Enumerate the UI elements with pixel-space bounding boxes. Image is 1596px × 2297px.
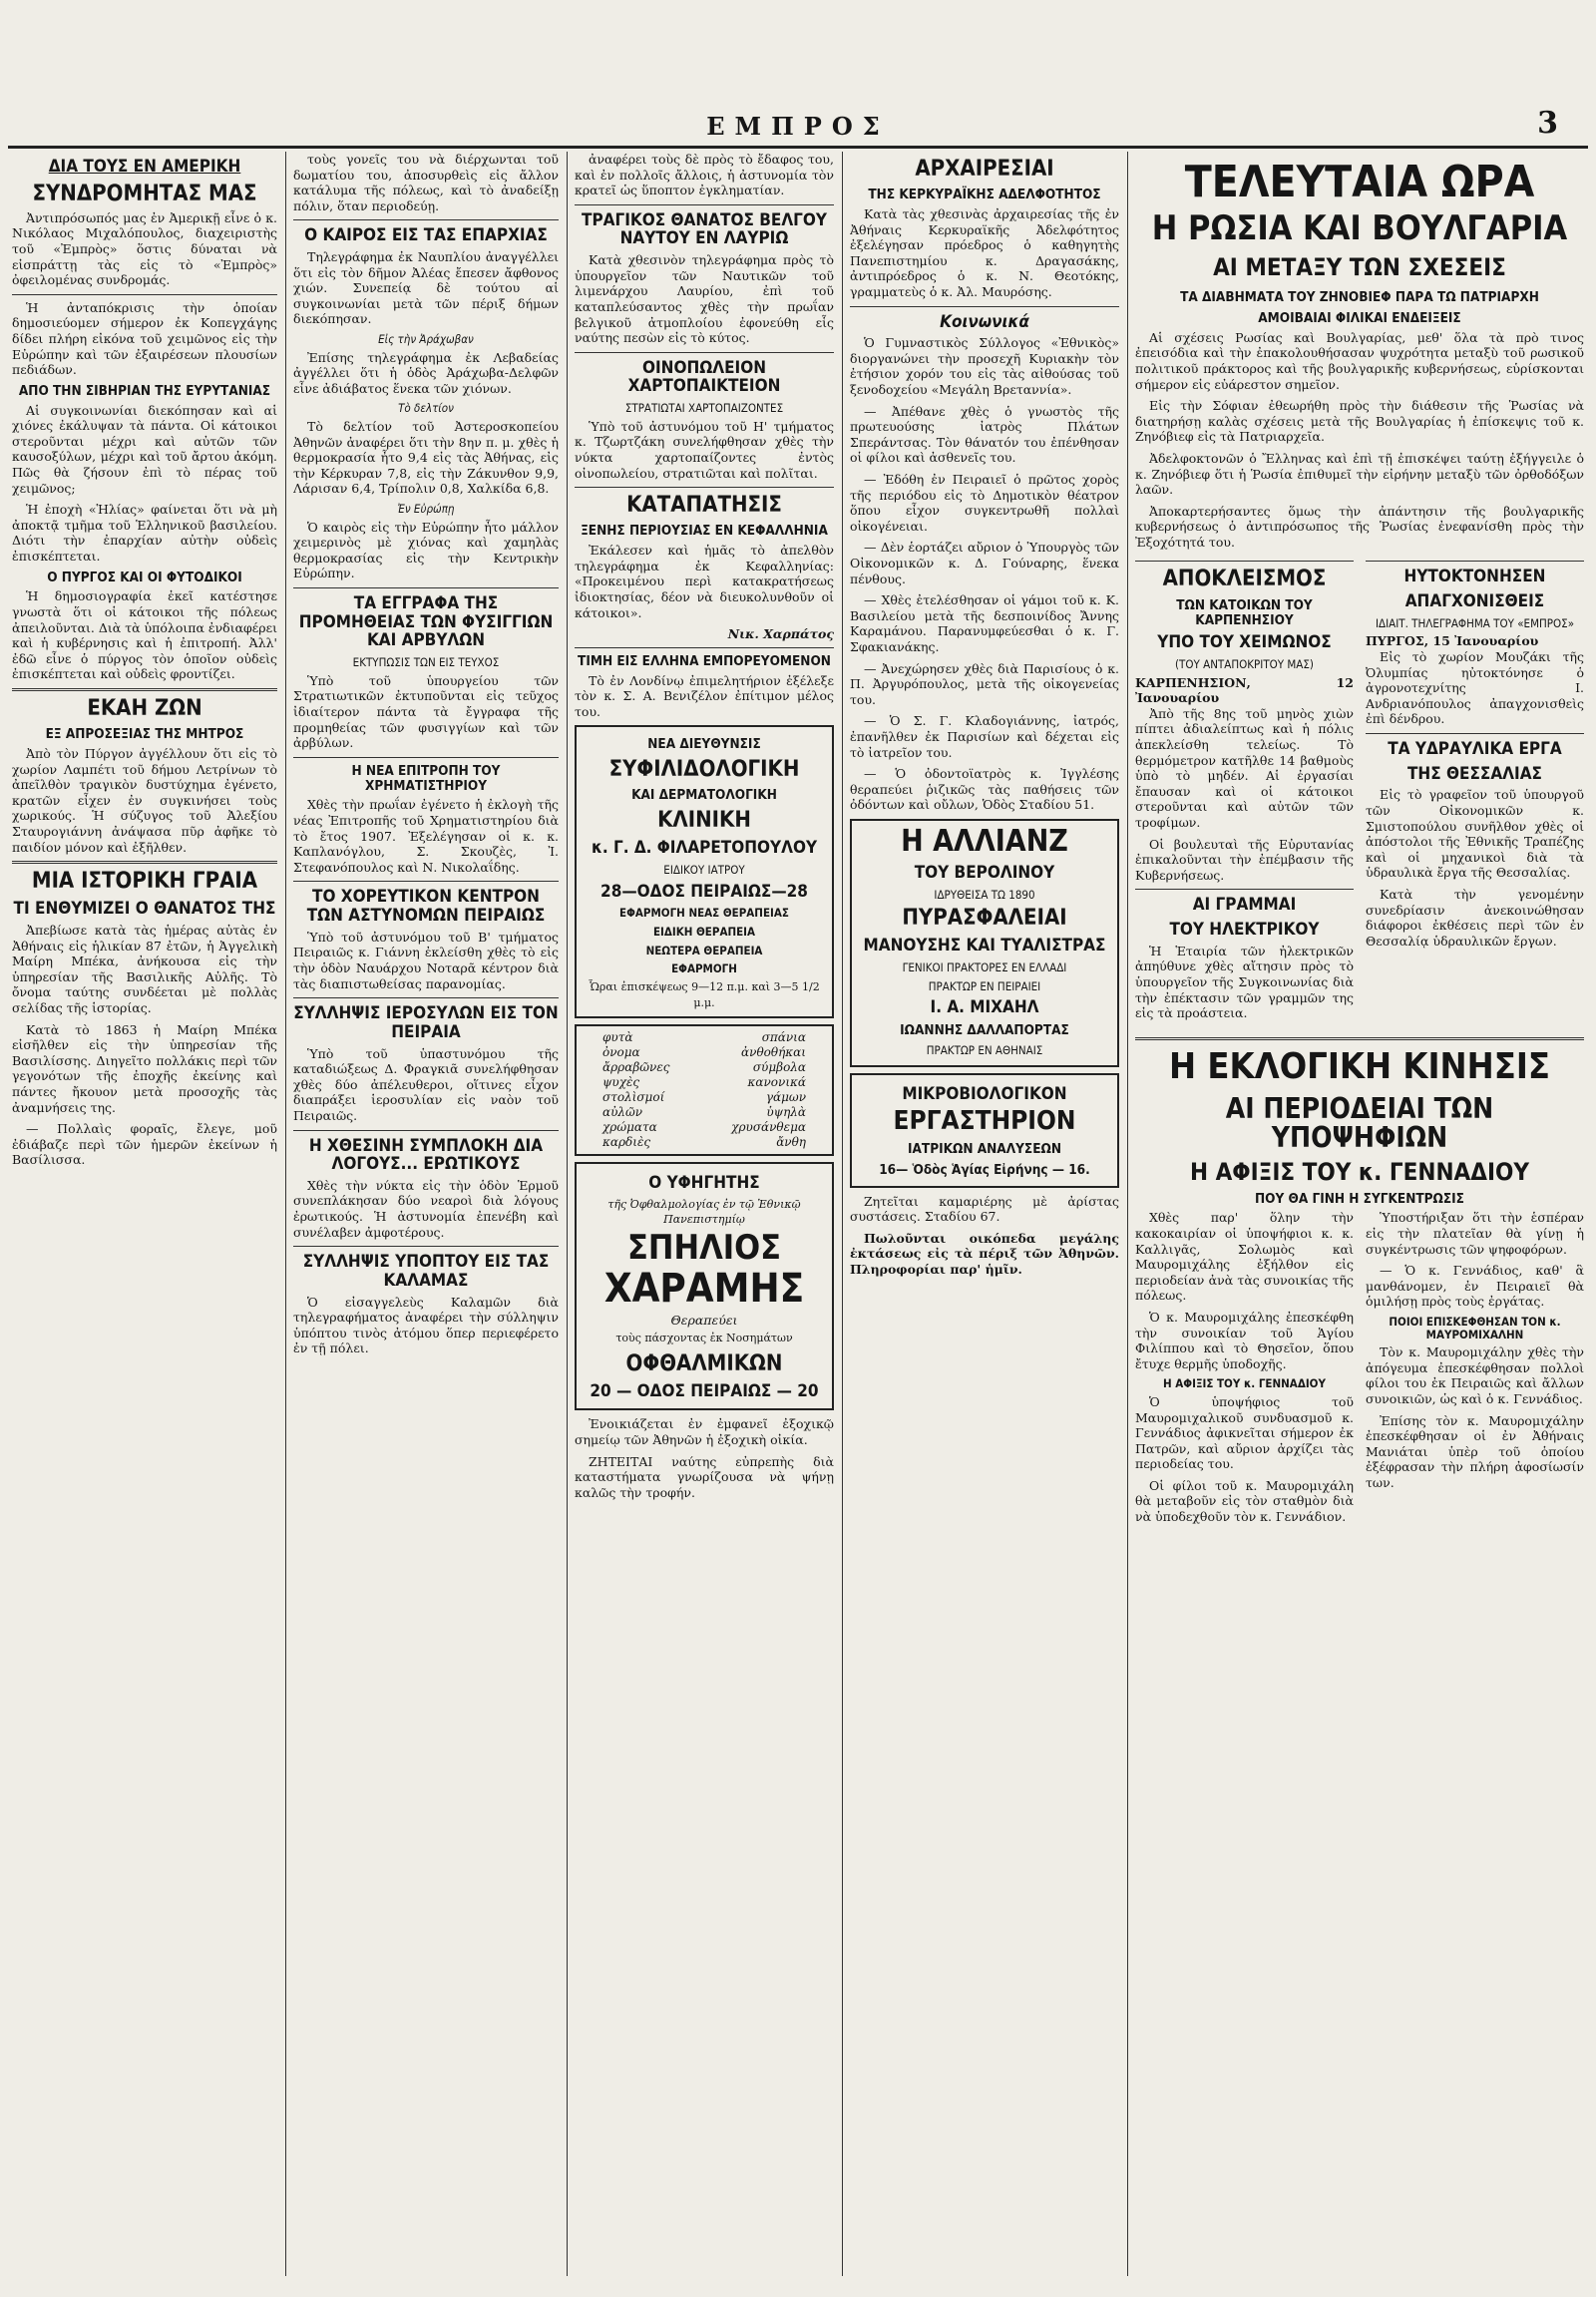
article-subheading: ΕΞ ΑΠΡΟΣΕΞΙΑΣ ΤΗΣ ΜΗΤΡΟΣ — [45, 726, 244, 743]
ad-pair-word: ὀνομα — [602, 1045, 640, 1060]
article-paragraph: Ὑπὸ τοῦ ὑπουργείου τῶν Στρατιωτικῶν ἐκτυποῦνται εἰς τεῦχος ἰδιαίτερον πάντα τὰ ἔγγραφα τῆς προμηθείας τῶν φυσιγγίων καὶ τῶν ἀρβύλων. — [293, 672, 559, 751]
ad-line: ΟΦΘΑΛΜΙΚΩΝ — [625, 1350, 783, 1376]
ad-line: Η ΑΛΛΙΑΝΖ — [901, 823, 1068, 859]
ad-line: κ. Γ. Δ. ΦΙΛΑΡΕΤΟΠΟΥΛΟΥ — [591, 838, 818, 859]
divider — [293, 1130, 559, 1131]
article-paragraph: Ἀντιπρόσωπός μας ἐν Ἀμερικῇ εἶνε ὁ κ. Νικόλαος Μιχαλόπουλος, διαχειριστὴς τοῦ «Ἐμπρὸς» ὅστις δύναται νὰ εἰσπράττῃ τὰς εἰς τὸ «Ἐμπρὸς» ὀφειλομένας συνδρομάς. — [12, 209, 277, 288]
masthead — [8, 108, 1588, 149]
ad-pair-word: κανονικά — [747, 1075, 806, 1090]
column-rule — [842, 152, 843, 2276]
headline: Η ΑΦΙΞΙΣ ΤΟΥ κ. ΓΕΝΝΑΔΙΟΥ — [1190, 1158, 1529, 1187]
article-subheading: Η ΑΦΙΞΙΣ ΤΟΥ κ. ΓΕΝΝΑΔΙΟΥ — [1163, 1376, 1326, 1391]
article-subheading: ΞΕΝΗΣ ΠΕΡΙΟΥΣΙΑΣ ΕΝ ΚΕΦΑΛΛΗΝΙΑ — [581, 523, 828, 540]
article-paragraph: Οἱ φίλοι τοῦ κ. Μαυρομιχάλη θὰ μεταβοῦν εἰς τὸν σταθμὸν διὰ νὰ ὑποδεχθοῦν τὸν κ. Γεννάδιον. — [1135, 1477, 1354, 1525]
ad-line: 16— Ὁδὸς Ἁγίας Εἰρήνης — 16. — [879, 1161, 1090, 1178]
advertisement-flowers — [575, 1024, 834, 1156]
article-subheading: Ἐν Εὐρώπῃ — [397, 502, 455, 517]
article-heading: ΣΥΛΛΗΨΙΣ ΙΕΡΟΣΥΛΩΝ ΕΙΣ ΤΟΝ ΠΕΙΡΑΙΑ — [293, 1003, 559, 1042]
article-paragraph: Κατὰ τὴν γενομένην συνεδρίασιν ἀνεκοινώθησαν διάφοροι ἐκθέσεις περὶ τῶν ἐν Θεσσαλίᾳ ὑδραυλικῶν ἔργων. — [1366, 886, 1584, 949]
ad-line: 20 — ΟΔΟΣ ΠΕΙΡΑΙΩΣ — 20 — [590, 1380, 819, 1401]
ad-pair-word: γάμων — [765, 1090, 806, 1105]
article-paragraph: Ἀπὸ τὸν Πύργον ἀγγέλλουν ὅτι εἰς τὸ χωρίον Λαμπέτι τοῦ δήμου Λετρίνων τὸ ἀπεῖλθὸν τραγικὸν δυστύχημα ἐγένετο, κρατῶν εἶχεν ἐν συγκινήσει τοὺς χωρικούς. Ἡ σύζυγος τοῦ Ἀλεξίου Σταυρογιάννη ἀνάψασα πῦρ ἀφῆκε τὸ παιδίον μόνον καὶ ἐξῆλθεν. — [12, 746, 277, 855]
article-paragraph: Ἐπίσης τηλεγράφημα ἐκ Λεβαδείας ἀγγέλλει ὅτι ἡ ὁδὸς Ἀράχωβα-Δελφῶν εἶνε ἀδιάβατος ἕνεκα τῶν χιόνων. — [293, 349, 559, 396]
article-subheading: Εἰς τὴν Ἀράχωβαν — [378, 332, 474, 347]
article-paragraph: Ἐπίσης τὸν κ. Μαυρομιχάλην ἐπεσκέφθησαν οἱ ἐν Ἀθήναις Μανιάται ὑπὲρ τοῦ ὁποίου ἐξέφρασαν τὴν πλήρη ἀφοσίωσίν των. — [1366, 1412, 1584, 1490]
divider — [12, 861, 277, 864]
article-paragraph: Τὸν κ. Μαυρομιχάλην χθὲς τὴν ἀπόγευμα ἐπεσκέφθησαν πολλοὶ φίλοι του ἐκ Πειραιῶς καὶ ἄλλων συνοικιῶν, ὡς καὶ ὁ κ. Γεννάδιος. — [1366, 1344, 1584, 1406]
advertisement-laboratory — [850, 1073, 1119, 1188]
divider — [575, 647, 834, 648]
ad-line: τοὺς πάσχοντας ἐκ Νοσημάτων — [615, 1332, 793, 1345]
divider — [293, 997, 559, 998]
ad-line: 28—ΟΔΟΣ ΠΕΙΡΑΙΩΣ—28 — [600, 881, 808, 902]
article-heading: Ο ΚΑΙΡΟΣ ΕΙΣ ΤΑΣ ΕΠΑΡΧΙΑΣ — [304, 225, 548, 246]
article-paragraph: Τὸ ἐν Λονδίνῳ ἐπιμελητήριον ἐξέλεξε τὸν κ. Σ. Α. Βενιζέλον ἐπίτιμον μέλος του. — [575, 672, 834, 719]
ad-line: ΓΕΝΙΚΟΙ ΠΡΑΚΤΟΡΕΣ ΕΝ ΕΛΛΑΔΙ — [902, 960, 1067, 975]
article-paragraph: Ὑπὸ τοῦ ἀστυνόμου τοῦ Β' τμήματος Πειραιῶς κ. Γιάννη ἐκλείσθη χθὲς τὸ εἰς τὴν ὁδὸν Ναυάρχου Νοταρᾶ κέντρον διὰ τὰς διαπιστωθείσας παρανομίας. — [293, 929, 559, 991]
article-paragraph: Ἀπὸ τῆς 8ης τοῦ μηνὸς χιὼν πίπτει ἀδιαλείπτως καὶ ἡ πόλις ἀπεκλείσθη τελείως. Τὸ θερμόμετρον κατῆλθε 14 βαθμοὺς ὑπὸ τὸ μηδέν. Αἱ ἐργασίαι ἔπαυσαν καὶ οἱ κάτοικοι στεροῦνται καὶ αὐτῶν τῶν τροφίμων. — [1135, 705, 1354, 831]
advertisement-allianz — [850, 819, 1119, 1067]
divider — [575, 352, 834, 353]
ad-pair-row — [583, 1120, 826, 1135]
divider — [1366, 561, 1584, 562]
divider — [12, 294, 277, 295]
article-heading: ΤΑ ΕΓΓΡΑΦΑ ΤΗΣ ΠΡΟΜΗΘΕΙΑΣ ΤΩΝ ΦΥΣΙΓΓΙΩΝ ΚΑΙ ΑΡΒΥΛΩΝ — [298, 593, 554, 651]
article-paragraph: Εἰς τὸ χωρίον Μουζάκι τῆς Ὀλυμπίας ηὐτοκτόνησε ὁ ἀγρονοτεχνίτης Ι. Ανδριανόπουλος ἀπαγχονισθεὶς ἐπὶ δένδρου. — [1366, 649, 1584, 727]
ad-pair-row — [583, 1045, 826, 1060]
article-subheading: ΙΔΙΑΙΤ. ΤΗΛΕΓΡΑΦΗΜΑ ΤΟΥ «ΕΜΠΡΟΣ» — [1375, 615, 1575, 630]
ad-line: ΕΡΓΑΣΤΗΡΙΟΝ — [893, 1106, 1076, 1137]
article-heading: ΤΟ ΧΟΡΕΥΤΙΚΟΝ ΚΕΝΤΡΟΝ ΤΩΝ ΑΣΤΥΝΟΜΩΝ ΠΕΙΡΑΙΩΣ — [306, 887, 546, 927]
ad-line: ΠΡΑΚΤΩΡ ΕΝ ΑΘΗΝΑΙΣ — [926, 1042, 1043, 1057]
article-heading: Η ΝΕΑ ΕΠΙΤΡΟΠΗ ΤΟΥ ΧΡΗΜΑΤΙΣΤΗΡΙΟΥ — [351, 762, 501, 794]
article-paragraph: Ὁ ὑποψήφιος τοῦ Μαυρομιχαλικοῦ συνδυασμοῦ κ. Γεννάδιος ἀφικνεῖται σήμερον ἐκ Πατρῶν, καὶ αὔριον ἀρχίζει τὰς περιοδείας του. — [1135, 1393, 1354, 1472]
ad-pair-row — [583, 1135, 826, 1150]
article-paragraph: Τηλεγράφημα ἐκ Ναυπλίου ἀναγγέλλει ὅτι εἰς τὸν δῆμον Ἀλέας ἔπεσεν ἄφθονος χιών. Συνεπείᾳ δὲ τούτου αἱ συγκοινωνίαι μετὰ τῶν πέριξ δήμων διεκόπησαν. — [293, 249, 559, 327]
article-subheading: ΤΙ ΕΝΘΥΜΙΖΕΙ Ο ΘΑΝΑΤΟΣ ΤΗΣ — [13, 899, 276, 920]
ad-pair-word: φυτὰ — [602, 1030, 633, 1045]
ad-line: τῆς Ὀφθαλμολογίας ἐν τῷ Ἐθνικῷ Πανεπιστημίῳ — [607, 1197, 801, 1227]
ad-pair-word: ἄνθη — [776, 1135, 806, 1150]
article-paragraph: Ἡ ἀνταπόκρισις τὴν ὁποίαν δημοσιεύομεν σήμερον ἐκ Κοπεγχάγης δίδει πλήρη εἰκόνα τοῦ χειμῶνος εἰς τὴν Εὐρώπην καὶ τῶν ἐξαιρέσεων πλουσίων πεδιάδων. — [12, 299, 277, 378]
ad-pair-word: ἄρραβῶνες — [602, 1060, 670, 1075]
article-paragraph: Χθὲς τὴν πρωΐαν ἐγένετο ἡ ἐκλογὴ τῆς νέας Ἐπιτροπῆς τοῦ Χρηματιστηρίου διὰ τὸ ἔτος 1907. Ἐξελέγησαν οἱ κ. κ. Καπλανόγλου, Σ. Σκουζὲς, Ἰ. Στεφανόπουλος καὶ Ν. Νικολαΐδης. — [293, 797, 559, 875]
article-paragraph: Ἡ δημοσιογραφία ἐκεῖ κατέστησε γνωστὰ ὅτι οἱ κάτοικοι τῆς πόλεως ἀπειλοῦνται. Διὰ τὰ ὑπόλοιπα ἐνδιαφέρει καὶ ἡ κυβέρνησις καὶ ἡ ἐπιτροπή. Ἀλλ' ἐδῶ εἶνε ὁ πύργος τὸν ὁποῖον οὐδεὶς ἐπισκέπτεται καὶ οὐδεὶς φροντίζει. — [12, 588, 277, 682]
divider — [575, 487, 834, 488]
ad-pair-row — [583, 1075, 826, 1090]
sub-column-left — [1135, 556, 1354, 1026]
headline: Η ΡΩΣΙΑ ΚΑΙ ΒΟΥΛΓΑΡΙΑ — [1151, 208, 1568, 249]
article-heading: ΜΙΑ ΙΣΤΟΡΙΚΗ ΓΡΑΙΑ — [31, 869, 258, 895]
article-paragraph: Κατὰ τὰς χθεσινὰς ἀρχαιρεσίας τῆς ἐν Ἀθήναις Κερκυραϊκῆς Ἀδελφότητος ἐξελέγησαν πρόεδρος ὁ καθηγητὴς Πανεπιστημίου κ. Δραγασάκης, ἀντιπρόεδρος ὁ κ. Ν. Θεοτόκης, γραμματεὺς ὁ κ. Ἀλ. Μαυρόσης. — [850, 206, 1119, 299]
ad-line: ΣΥΦΙΛΙΔΟΛΟΓΙΚΗ — [608, 757, 800, 783]
article-paragraph: Κατὰ τὸ 1863 ἡ Μαίρη Μπέκα εἰσῆλθεν εἰς τὴν ὑπηρεσίαν τῆς Βασιλίσσης. Διηγεῖτο πολλάκις περὶ τῶν γεγονότων τῆς ἐποχῆς ἐκείνης καὶ πάντες ἤκουον μετὰ προσοχῆς τὰς ἀναμνήσεις της. — [12, 1021, 277, 1115]
article-paragraph: Κατὰ χθεσινὸν τηλεγράφημα πρὸς τὸ ὑπουργεῖον τῶν Ναυτικῶν τοῦ λιμενάρχου Λαυρίου, ἐπὶ τοῦ καταπλεύσαντος χθὲς τὴν πρωΐαν βελγικοῦ ἀτμοπλοίου ἐφονεύθη εἷς ναύτης πεσὼν εἰς τὸ κύτος. — [575, 252, 834, 346]
article-paragraph: Εἰς τὸ γραφεῖον τοῦ ὑπουργοῦ τῶν Οἰκονομικῶν κ. Σμιστοπούλου συνῆλθον χθὲς οἱ ἀπόστολοι τῆς Ἐθνικῆς Τραπέζης καὶ οἱ μηχανικοὶ διὰ τὰ ὑδραυλικὰ ἔργα τῆς Θεσσαλίας. — [1366, 787, 1584, 881]
newspaper-page — [8, 0, 1588, 2297]
divider — [575, 204, 834, 205]
ad-line: ΙΩΑΝΝΗΣ ΔΑΛΛΑΠΟΡΤΑΣ — [900, 1022, 1069, 1039]
divider — [1135, 561, 1354, 562]
column-rule — [285, 152, 286, 2276]
article-heading: Η ΧΘΕΣΙΝΗ ΣΥΜΠΛΟΚΗ ΔΙΑ ΛΟΓΟΥΣ... ΕΡΩΤΙΚΟΥΣ — [308, 1135, 544, 1175]
article-paragraph: Χθὲς τὴν νύκτα εἰς τὴν ὁδὸν Ἑρμοῦ συνεπλάκησαν δύο νεαροὶ διὰ λόγους ἐρωτικούς. Ἡ ἀστυνομία ἐπενέβη καὶ συνέλαβεν ἀμφοτέρους. — [293, 1177, 559, 1240]
article-heading: ΔΙΑ ΤΟΥΣ ΕΝ ΑΜΕΡΙΚΗ — [48, 157, 241, 177]
column-1 — [12, 152, 277, 2276]
article-heading: ΤΑ ΥΔΡΑΥΛΙΚΑ ΕΡΓΑ — [1388, 739, 1562, 760]
article-subheading: ΥΠΟ ΤΟΥ ΧΕΙΜΩΝΟΣ — [1157, 632, 1332, 653]
ad-line: ΝΕΩΤΕΡΑ ΘΕΡΑΠΕΙΑ — [645, 943, 763, 957]
headline-last-hour: ΤΕΛΕΥΤΑΙΑ ΩΡΑ — [1184, 157, 1535, 207]
divider — [293, 219, 559, 220]
article-paragraph: — Ἀνεχώρησεν χθὲς διὰ Παρισίους ὁ κ. Π. Ἀργυρόπουλος, μετὰ τῆς οἰκογενείας του. — [850, 660, 1119, 707]
article-paragraph: — Ἐδόθη ἐν Πειραιεῖ ὁ πρῶτος χορὸς τῆς περιόδου εἰς τὸ Δημοτικὸν θέατρον ὅπου εἶχον συγκεντρωθῆ πολλαὶ οἰκογένειαι. — [850, 472, 1119, 534]
divider — [1135, 889, 1354, 890]
sub-column-right — [1366, 556, 1584, 1026]
ad-pair-row — [583, 1060, 826, 1075]
divider — [293, 757, 559, 758]
article-heading: ΤΗΣ ΘΕΣΣΑΛΙΑΣ — [1406, 763, 1542, 784]
article-paragraph: Οἱ βουλευταὶ τῆς Εὐρυτανίας ἐπικαλοῦνται τὴν ἐπέμβασιν τῆς Κυβερνήσεως. — [1135, 836, 1354, 883]
ad-line: ΣΠΗΛΙΟΣ — [626, 1228, 782, 1269]
article-paragraph: — Δὲν ἑορτάζει αὔριον ὁ Ὑπουργὸς τῶν Οἰκονομικῶν κ. Δ. Γούναρης, ἕνεκα πένθους. — [850, 540, 1119, 586]
article-paragraph: Ὁ Γυμναστικὸς Σύλλογος «Ἐθνικὸς» διοργανώνει τὴν προσεχῆ Κυριακὴν τὸν ἐτήσιον χορόν του εἰς τὰς αἰθούσας τοῦ ξενοδοχείου «Μεγάλη Βρεταννία». — [850, 335, 1119, 398]
article-paragraph: — Ἀπέθανε χθὲς ὁ γνωστὸς τῆς πρωτευούσης ἰατρὸς Πλάτων Σπεράντσας. Τὸν θάνατόν του ἐπένθησαν οἱ φίλοι καὶ ἀσθενεῖς του. — [850, 403, 1119, 466]
article-paragraph: Ἡ Ἑταιρία τῶν ἠλεκτρικῶν ἀπηύθυνε χθὲς αἴτησιν πρὸς τὸ ὑπουργεῖον τῆς Συγκοινωνίας διὰ τὴν ἐπέκτασιν τῶν γραμμῶν της εἰς τὰ προάστεια. — [1135, 943, 1354, 1021]
article-heading: ΑΙ ΓΡΑΜΜΑΙ — [1192, 895, 1297, 916]
column-rule — [567, 152, 568, 2276]
ad-line: Ι. Α. ΜΙΧΑΗΛ — [930, 997, 1039, 1018]
article-heading: ΤΡΑΓΙΚΟΣ ΘΑΝΑΤΟΣ ΒΕΛΓΟΥ ΝΑΥΤΟΥ ΕΝ ΛΑΥΡΙΩ — [582, 209, 827, 249]
ad-line: Ὧραι ἐπισκέψεως 9—12 π.μ. καὶ 3—5 1/2 μ.μ. — [589, 979, 820, 1009]
ad-line: ΠΥΡΑΣΦΑΛΕΙΑΙ — [902, 906, 1067, 932]
ad-line: ΕΦΑΡΜΟΓΗ ΝΕΑΣ ΘΕΡΑΠΕΙΑΣ — [619, 906, 789, 921]
sub-column-left — [1135, 1210, 1354, 1530]
ad-line: ΚΑΙ ΔΕΡΜΑΤΟΛΟΓΙΚΗ — [631, 787, 777, 804]
article-subheading: ΕΚΤΥΠΩΣΙΣ ΤΩΝ ΕΙΣ ΤΕΥΧΟΣ — [352, 655, 500, 670]
article-paragraph: — Ὁ ὀδοντοϊατρὸς κ. Ἰγγλέσης θεραπεύει ῥιζικῶς τὰς παθήσεις τῶν ὀδόντων καὶ οὔλων, Ὁδὸς Σταδίου 51. — [850, 766, 1119, 813]
column-5 — [1135, 152, 1584, 2276]
divider — [1135, 1037, 1584, 1040]
article-paragraph: Ὑπὸ τοῦ ἀστυνόμου τοῦ Η' τμήματος κ. Τζωρτζάκη συνελήφθησαν χθὲς τὴν νύκτα χαρτοπαίζοντες ἐντὸς οἰνοπωλείου, στρατιῶται καὶ πολῖται. — [575, 418, 834, 481]
section-heading-social: Κοινωνικά — [940, 311, 1029, 332]
ad-line: ΕΙΔΙΚΟΥ ΙΑΤΡΟΥ — [663, 863, 745, 878]
ad-line: ΠΡΑΚΤΩΡ ΕΝ ΠΕΙΡΑΙΕΙ — [928, 978, 1041, 993]
divider — [293, 1246, 559, 1247]
ad-line: ΚΛΙΝΙΚΗ — [657, 808, 751, 834]
article-paragraph: Τὸ δελτίον τοῦ Ἀστεροσκοπείου Ἀθηνῶν ἀναφέρει ὅτι τὴν 8ην π. μ. χθὲς ἡ θερμοκρασία ἦτο 9,4 εἰς τὰς Ἀθήνας, εἰς τὴν Κέρκυραν 7,8, εἰς τὴν Ζάκυνθον 9,9, Λάρισαν 6,4, Τρίπολιν 0,8, Χαλκίδα 6,8. — [293, 419, 559, 497]
article-paragraph: Χθὲς παρ' ὅλην τὴν κακοκαιρίαν οἱ ὑποψήφιοι κ. κ. Καλλιγᾶς, Σολωμὸς καὶ Μαυρομιχάλης ἐξήλθον εἰς περιοδείαν ἀνὰ τὰς συνοικίας τῆς πόλεως. — [1135, 1210, 1354, 1304]
newspaper-title: ΕΜΠΡΟΣ — [706, 112, 890, 141]
classified-paragraph: Πωλοῦνται οικόπεδα μεγάλης ἐκτάσεως εἰς τὰ πέριξ τῶν Ἀθηνῶν. Πληροφορίαι παρ' ἡμῖν. — [850, 1230, 1119, 1277]
article-heading: ΗΥΤΟΚΤΟΝΗΣΕΝ — [1403, 567, 1546, 587]
article-paragraph: — Χθὲς ἐτελέσθησαν οἱ γάμοι τοῦ κ. Κ. Βασιλείου μετὰ τῆς δεσποινίδος Ἄννης Καραμάνου. Παρανυμφεύεσθαι ὁ κ. Γ. Σφακιανάκης. — [850, 592, 1119, 654]
dateline: ΠΥΡΓΟΣ, 15 Ἰανουαρίου — [1366, 633, 1539, 649]
dateline: ΚΑΡΠΕΝΗΣΙΟΝ, 12 Ἰανουαρίου — [1135, 674, 1354, 706]
ad-pair-word: καρδιὲς — [602, 1135, 651, 1150]
article-heading: ΣΥΝΔΡΟΜΗΤΑΣ ΜΑΣ — [32, 181, 257, 206]
column-rule — [1127, 152, 1128, 2276]
article-paragraph: Εἰς τὴν Σόφιαν ἐθεωρήθη πρὸς τὴν διάθεσιν τῆς Ῥωσίας νὰ διατηρήσῃ καλὰς σχέσεις μετὰ τῆς Βουλγαρίας ἡ ἐπίσκεψις τοῦ κ. Ζηνόβιεφ εἰς τὰ Πατριαρχεῖα. — [1135, 398, 1584, 445]
article-subheading: ΤΩΝ ΚΑΤΟΙΚΩΝ ΤΟΥ ΚΑΡΠΕΝΗΣΙΟΥ — [1176, 596, 1313, 628]
article-paragraph: Αἱ σχέσεις Ρωσίας καὶ Βουλγαρίας, μεθ' ὅλα τὰ πρὸ τινος ἐπεισόδια καὶ τὴν ἐπακολουθήσασαν ψυχρότητα μεταξὺ τοῦ ρωσικοῦ πολιτικοῦ πράκτορος καὶ τῆς βουλγαρικῆς κυβερνήσεως, εὑρίσκονται σήμερον εἰς εὐάρεστον σημεῖον. — [1135, 329, 1584, 392]
headline-sub: ΠΟΥ ΘΑ ΓΙΝΗ Η ΣΥΓΚΕΝΤΡΩΣΙΣ — [1255, 1190, 1464, 1207]
ad-pair-word: ὑψηλὰ — [766, 1105, 806, 1120]
headline: ΑΙ ΜΕΤΑΞΥ ΤΩΝ ΣΧΕΣΕΙΣ — [1213, 252, 1506, 281]
ad-pair-row — [583, 1105, 826, 1120]
classified-paragraph: ΖΗΤΕΙΤΑΙ ναύτης εὐπρεπὴς διὰ καταστήματα γνωρίζουσα νὰ ψήνῃ καλῶς τὴν τροφήν. — [575, 1453, 834, 1500]
headline-sub: ΑΜΟΙΒΑΙΑΙ ΦΙΛΙΚΑΙ ΕΝΔΕΙΞΕΙΣ — [1258, 309, 1461, 326]
headline: ΑΙ ΠΕΡΙΟΔΕΙΑΙ ΤΩΝ ΥΠΟΨΗΦΙΩΝ — [1225, 1091, 1494, 1154]
column-4 — [850, 152, 1119, 2276]
ad-pair-row — [583, 1030, 826, 1045]
article-heading: ΑΡΧΑΙΡΕΣΙΑΙ — [915, 157, 1054, 182]
article-paragraph: Ὑποστήριξαν ὅτι τὴν ἑσπέραν εἰς τὴν πλατεῖαν θὰ γίνῃ ἡ συγκέντρωσις τῶν ψηφοφόρων. — [1366, 1210, 1584, 1257]
article-paragraph: Ὁ καιρὸς εἰς τὴν Εὐρώπην ἦτο μάλλον χειμερινὸς μὲ χιόνας καὶ χαμηλὰς θερμοκρασίας εἰς τὴν Κεντρικὴν Εὐρώπην. — [293, 519, 559, 581]
article-paragraph: Ἀποκαρτερήσαντες ὅμως τὴν ἀπάντησιν τῆς βουλγαρικῆς κυβερνήσεως ὁ ἀντιπρόσωπος τῆς Ῥωσίας ἐνεφανίσθη πρὸς τὴν Ἐξοχότητά του. — [1135, 503, 1584, 550]
article-paragraph: Ἡ ἐποχὴ «Ἡλίας» φαίνεται ὅτι νὰ μὴ ἀποκτᾷ τμῆμα τοῦ Ἑλληνικοῦ βασιλείου. Διότι τὴν ἐπαρχίαν αὐτὴν οὐδεὶς ἐπισκέπτεται. — [12, 502, 277, 564]
article-paragraph: Ὑπὸ τοῦ ὑπαστυνόμου τῆς καταδιώξεως Δ. Φραγκιᾶ συνελήφθησαν χθὲς δύο ἀπέλευθεροι, οἵτινες εἶχον διαπράξει ἱεροσυλίαν εἰς ναὸν τοῦ Πειραιῶς. — [293, 1045, 559, 1123]
ad-line: Θεραπεύει — [670, 1313, 738, 1329]
ad-pair-word: σύμβολα — [752, 1060, 806, 1075]
ad-pair-word: χρυσάνθεμα — [731, 1120, 806, 1135]
ad-line: ΙΑΤΡΙΚΩΝ ΑΝΑΛΥΣΕΩΝ — [908, 1140, 1061, 1157]
ad-line: ΜΑΝΟΥΣΗΣ ΚΑΙ ΤΥΑΛΙΣΤΡΑΣ — [863, 936, 1106, 957]
headline-election: Η ΕΚΛΟΓΙΚΗ ΚΙΝΗΣΙΣ — [1168, 1045, 1550, 1087]
classified-paragraph: Ζητεῖται καμαριέρης μὲ ἀρίστας συστάσεις. Σταδίου 67. — [850, 1193, 1119, 1225]
divider — [12, 688, 277, 691]
signature: Νικ. Χαρπάτος — [727, 626, 834, 642]
advertisement-clinic — [575, 725, 834, 1018]
article-paragraph: ἀναφέρει τοὺς δὲ πρὸς τὸ ἔδαφος του, καὶ ἐν πολλοῖς ἄλλοις, ἡ ἀστυνομία τὸν κρατεῖ ὡς ὕποπτον ἐγκληματίαν. — [575, 152, 834, 198]
ad-line: ΙΔΡΥΘΕΙΣΑ ΤΩ 1890 — [934, 887, 1035, 902]
article-heading: ΑΠΟΚΛΕΙΣΜΟΣ — [1162, 567, 1327, 592]
ad-line: Ο ΥΦΗΓΗΤΗΣ — [648, 1173, 760, 1194]
column-2 — [293, 152, 559, 2276]
article-paragraph: Ὁ κ. Μαυρομιχάλης ἐπεσκέφθη τὴν συνοικίαν τοῦ Ἁγίου Φιλίππου καὶ τὸ Θησεῖον, ὅπου ἔτυχε θερμῆς ὑποδοχῆς. — [1135, 1309, 1354, 1371]
article-heading: ΣΥΛΛΗΨΙΣ ΥΠΟΠΤΟΥ ΕΙΣ ΤΑΣ ΚΑΛΑΜΑΣ — [302, 1252, 550, 1291]
ad-pair-word: ψυχὲς — [602, 1075, 640, 1090]
ad-line: ΕΙΔΙΚΗ ΘΕΡΑΠΕΙΑ — [652, 925, 756, 940]
ad-pair-row — [583, 1090, 826, 1105]
article-paragraph: Ἀδελφοκτονῶν ὁ Ἔλληνας καὶ ἐπὶ τῇ ἐπισκέψει ταύτῃ ἐξήγγειλε ὁ κ. Ζηνόβιεφ ὅτι ἡ Ῥωσία ἐπιθυμεῖ τὴν εἰρήνην μεταξὺ τῶν ὀρθοδόξων λαῶν. — [1135, 450, 1584, 498]
article-paragraph: — Ὁ Σ. Γ. Κλαδογιάννης, ἰατρός, ἐπανῆλθεν ἐκ Παρισίων καὶ δέχεται εἰς τὸ ἰατρεῖον του. — [850, 713, 1119, 760]
article-heading: ΟΙΝΟΠΩΛΕΙΟΝ ΧΑΡΤΟΠΑΙΚΤΕΙΟΝ — [627, 357, 781, 397]
article-paragraph: Ἀπεβίωσε κατὰ τὰς ἡμέρας αὐτὰς ἐν Ἀθήναις εἰς ἡλικίαν 87 ἐτῶν, ἡ Ἀγγελικὴ Μαίρη Μπέκα, ἀνήκουσα εἰς τὴν ὑπηρεσίαν τῆς Βασιλικῆς Αὐλῆς. Τὸ ὄνομα ταύτης συνδέεται μὲ πολλὰς σελίδας τῆς ἱστορίας. — [12, 923, 277, 1016]
ad-pair-word: σπάνια — [761, 1030, 806, 1045]
ad-line: ΤΟΥ ΒΕΡΟΛΙΝΟΥ — [914, 862, 1055, 883]
advertisement-ophthalmologist — [575, 1162, 834, 1410]
headline-sub: ΤΑ ΔΙΑΒΗΜΑΤΑ ΤΟΥ ΖΗΝΟΒΙΕΦ ΠΑΡΑ ΤΩ ΠΑΤΡΙΑΡΧΗ — [1180, 289, 1539, 306]
page-number: 3 — [1537, 106, 1558, 141]
sub-column-right — [1366, 1210, 1584, 1530]
article-heading: ΑΠΑΓΧΟΝΙΣΘΕΙΣ — [1404, 591, 1545, 612]
ad-pair-word: ἀνθοθήκαι — [741, 1045, 806, 1060]
divider — [293, 881, 559, 882]
article-paragraph: τοὺς γονεῖς του νὰ διέρχωνται τοῦ δωματίου του, ἀποσυρθεὶς εἰς ἄλλον κατάλυμα τῆς πόλεως, καὶ τὸ ἀναδείξῃ πόλιν, ὅταν περιοδεύῃ. — [293, 152, 559, 213]
article-heading: ΕΚΑΗ ΖΩΝ — [87, 696, 202, 721]
article-paragraph: Ἐκάλεσεν καὶ ἡμᾶς τὸ ἀπελθὸν τηλεγράφημα ἐκ Κεφαλληνίας: «Προκειμένου περὶ κατακρατήσεως ἰδιοκτησίας, δέον νὰ διευκολυνθοῦν οἱ κάτοικοι». — [575, 543, 834, 620]
side-heading: ΑΠΟ ΤΗΝ ΣΙΒΗΡΙΑΝ ΤΗΣ ΕΥΡΥΤΑΝΙΑΣ — [18, 382, 271, 399]
ad-line: ΝΕΑ ΔΙΕΥΘΥΝΣΙΣ — [647, 736, 761, 753]
article-subheading: ΣΤΡΑΤΙΩΤΑΙ ΧΑΡΤΟΠΑΙΖΟΝΤΕΣ — [624, 401, 784, 416]
article-subheading: ΤΗΣ ΚΕΡΚΥΡΑΪΚΗΣ ΑΔΕΛΦΟΤΗΤΟΣ — [868, 187, 1101, 203]
ad-line: ΜΙΚΡΟΒΙΟΛΟΓΙΚΟΝ — [902, 1083, 1067, 1104]
article-subheading: Τὸ δελτίον — [398, 401, 454, 416]
side-heading: Ο ΠΥΡΓΟΣ ΚΑΙ ΟΙ ΦΥΤΟΔΙΚΟΙ — [47, 569, 242, 585]
article-paragraph: — Πολλαὶς φοραῖς, ἔλεγε, μοῦ ἐδιάβαζε περὶ τῶν ἡμερῶν ἐκείνων ἡ Βασίλισσα. — [12, 1121, 277, 1168]
divider — [293, 587, 559, 588]
article-paragraph: — Ὁ κ. Γεννάδιος, καθ' ἃ μανθάνομεν, ἐν Πειραιεῖ θὰ ὁμιλήσῃ πρὸς τοὺς ἐργάτας. — [1366, 1263, 1584, 1310]
ad-pair-word: αὐλῶν — [602, 1105, 643, 1120]
article-subheading: (ΤΟΥ ΑΝΤΑΠΟΚΡΙΤΟΥ ΜΑΣ) — [1175, 657, 1314, 672]
article-paragraph: Ὁ εἰσαγγελεὺς Καλαμῶν διὰ τηλεγραφήματος ἀναφέρει τὴν σύλληψιν ὑπόπτου τινὸς ἀτόμου ὅπερ περιεφέρετο ἐν τῇ πόλει. — [293, 1294, 559, 1356]
article-heading: ΤΙΜΗ ΕΙΣ ΕΛΛΗΝΑ ΕΜΠΟΡΕΥΟΜΕΝΟΝ — [578, 652, 831, 669]
ad-pair-word: χρώματα — [602, 1120, 657, 1135]
ad-pair-word: στολὶσμοί — [602, 1090, 665, 1105]
article-subheading: ΠΟΙΟΙ ΕΠΙΣΚΕΦΘΗΣΑΝ ΤΟΝ κ. ΜΑΥΡΟΜΙΧΑΛΗΝ — [1389, 1314, 1561, 1341]
article-heading: ΤΟΥ ΗΛΕΚΤΡΙΚΟΥ — [1169, 920, 1320, 941]
article-paragraph: Αἱ συγκοινωνίαι διεκόπησαν καὶ αἱ χιόνες ἐκάλυψαν τὰ πάντα. Οἱ κάτοικοι στεροῦνται μέχρι καὶ αὐτῶν τῶν καυσοξύλων, μέχρι καὶ τοῦ ἄρτου ἀκόμη. Πῶς θὰ ζήσουν ἐπὶ τὸ πέρας τοῦ χειμῶνος; — [12, 402, 277, 496]
column-3 — [575, 152, 834, 2276]
article-heading: ΚΑΤΑΠΑΤΗΣΙΣ — [626, 493, 782, 519]
ad-line: ΧΑΡΑΜΗΣ — [603, 1266, 805, 1313]
divider — [1366, 733, 1584, 734]
divider — [850, 306, 1119, 307]
classified-paragraph: Ἐνοικιάζεται ἐν ἐμφανεῖ ἐξοχικῷ σημείῳ τῶν Ἀθηνῶν ἡ ἐξοχικὴ οἰκία. — [575, 1416, 834, 1448]
ad-line: ΕΦΑΡΜΟΓΗ — [671, 961, 737, 976]
